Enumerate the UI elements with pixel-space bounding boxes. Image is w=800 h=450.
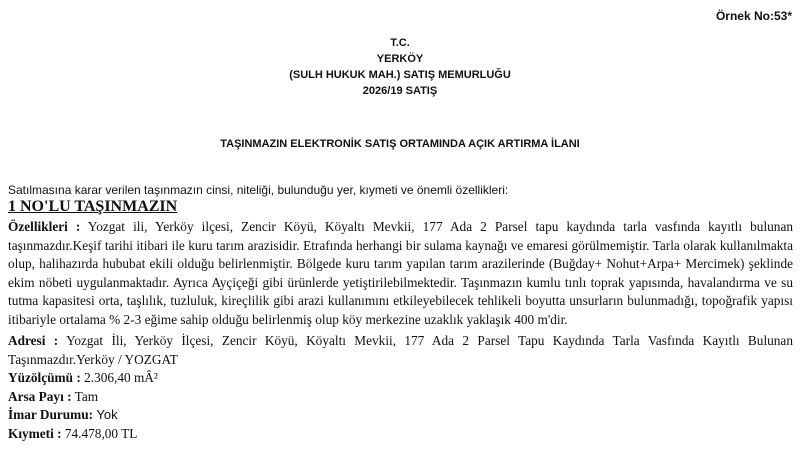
sample-number: Örnek No:53* xyxy=(715,9,792,23)
document-header xyxy=(0,35,800,99)
value-row xyxy=(8,425,793,444)
header-line-tc: T.C. xyxy=(390,37,410,49)
area-value: 2.306,40 mÂ² xyxy=(84,370,158,385)
value-amount: 74.478,00 TL xyxy=(64,425,138,441)
notice-title: TAŞINMAZIN ELEKTRONİK SATIŞ ORTAMINDA AÇIK ARTIRMA İLANI xyxy=(220,138,580,150)
features-label: Özellikleri : xyxy=(8,219,81,234)
zoning-label: İmar Durumu: xyxy=(8,407,94,422)
header-line-town: YERKÖY xyxy=(376,53,424,65)
share-label: Arsa Payı : xyxy=(8,388,72,404)
property-title: 1 NO'LU TAŞINMAZIN xyxy=(8,198,178,215)
zoning-row xyxy=(8,406,793,425)
address-text: Yozgat İli, Yerköy İlçesi, Zencir Köyü, Köyaltı Mevkii, 177 Ada 2 Parsel Tapu Kaydında Tarla Vasfında Kayıtlı Bulunan Taşınmazdır.Yerköy / YOZGAT xyxy=(8,333,793,367)
header-line-case: 2026/19 SATIŞ xyxy=(362,85,438,97)
share-row xyxy=(8,388,793,407)
area-row xyxy=(8,369,793,388)
intro-text: Satılmasına karar verilen taşınmazın cinsi, niteliği, bulunduğu yer, kıymeti ve önemli özellikleri: xyxy=(8,183,509,197)
features-text: Yozgat ili, Yerköy ilçesi, Zencir Köyü, Köyaltı Mevkii, 177 Ada 2 Parsel tapu kaydında tarla vasfında kayıtlı bulunan taşınmazdır.Keşif tarihi itibari ile kuru tarım arazisidir. Etrafında herhangi bir sulama kaynağı ve emaresi görülmemiştir. Tarla olarak kullanılmakta olup, halihazırda hububat ekili olduğu belirlenmiştir. Bölgede kuru tarım yapılan tarım arazilerinde (Buğday+ Nohut+Arpa+ Mercimek) şeklinde ekim nöbeti uygulanmaktadır. Ayrıca Ayçiçeği gibi ürünlerde yetiştirilebilmektedir. Taşınmazın kumlu tınlı toprak yapısında, havalandırma ve su tutma kapasitesi orta, taşlılık, tuzluluk, kireçlilik gibi arazi kullanımını etkileyebilecek tehlikeli boyutta unsurların bulunmadığı, topoğrafik yapısı itibariyle ortalama % 2-3 eğime sahip olduğu belirlenmiş olup köy merkezine uzaklık yaklaşık 400 m'dir. xyxy=(8,219,793,327)
header-line-office: (SULH HUKUK MAH.) SATIŞ MEMURLUĞU xyxy=(289,69,511,81)
address-paragraph xyxy=(8,332,793,369)
area-label: Yüzölçümü : xyxy=(8,370,81,385)
value-label: Kıymeti : xyxy=(8,425,62,441)
property-details xyxy=(8,218,793,443)
zoning-value: Yok xyxy=(96,407,118,422)
share-value: Tam xyxy=(74,388,99,404)
features-paragraph xyxy=(8,218,793,329)
address-label: Adresi : xyxy=(8,333,59,348)
